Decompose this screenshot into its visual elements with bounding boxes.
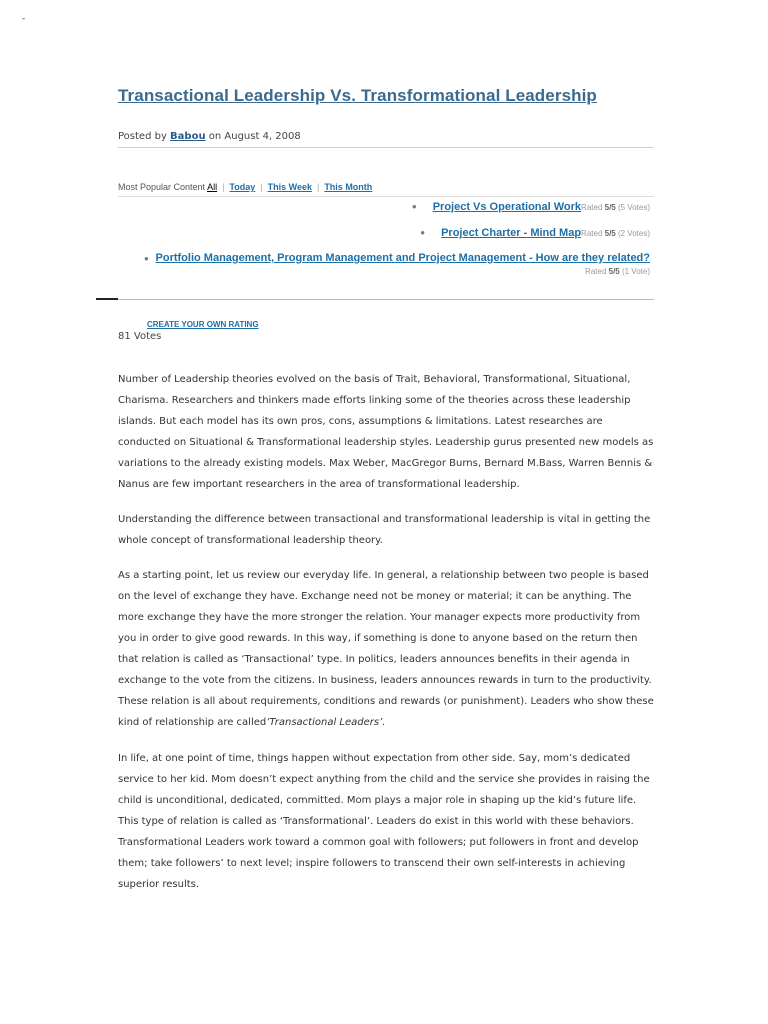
filter-today[interactable]: Today	[229, 182, 256, 192]
most-popular-bar	[118, 182, 654, 197]
popular-item-rating: Rated 5/5 (1 Vote)	[585, 267, 650, 276]
paragraph-text: As a starting point, let us review our everyday life. In general, a relationship between two people is based on the level of exchange they have. Exchange need not be money or material; it can be anything. The more exchange they have the more stronger the relation. Your manager expects more productivity from you in order to give good rewards. In this way, if something is done to anyone based on the return then that relation is called as ‘Transactional’ type. In politics, leaders announces benefits in their agenda in exchange to the vote from the citizens. In business, leaders announces rewards in turn to the productivity. These relation is all about requirements, conditions and rewards (or punishment). Leaders who show these kind of relationship are called	[118, 570, 654, 728]
popular-item-link[interactable]: Portfolio Management, Program Management and Project Management - How are they related?	[155, 252, 650, 264]
section-divider-accent	[96, 298, 118, 300]
popular-item-rating: Rated 5/5 (2 Votes)	[581, 229, 650, 238]
article-title[interactable]: Transactional Leadership Vs. Transformational Leadership	[118, 86, 597, 105]
filter-this-week[interactable]: This Week	[267, 182, 312, 192]
popular-item	[144, 252, 650, 278]
article-paragraph: In life, at one point of time, things happen without expectation from other side. Say, mom’s dedicated service to her kid. Mom doesn’t expect anything from the child and the service she provides in raising the child is unconditional, dedicated, committed. Mom plays a major role in shaping up the kid’s future life. This type of relation is called as ‘Transformational’. Leaders do exist in this world with these behaviors. Transformational Leaders work toward a common goal with followers; put followers in front and develop them; take followers’ to next level; inspire followers to transcend their own self-interests in achieving superior results.	[118, 753, 650, 890]
article-paragraph: Number of Leadership theories evolved on the basis of Trait, Behavioral, Transformational, Situational, Charisma. Researchers and thinkers made efforts linking some of the theories across these leadership islands. But each model has its own pros, cons, assumptions & limitations. Latest researches are conducted on Situational & Transformational leadership styles. Leadership gurus presented new models as variations to the already existing models. Max Weber, MacGregor Burns, Bernard M.Bass, Warren Bennis & Nanus are few important researchers in the area of transformational leadership.	[118, 374, 654, 490]
filter-this-month[interactable]: This Month	[324, 182, 373, 192]
popular-item-link[interactable]: Project Vs Operational Work	[432, 201, 582, 213]
article-paragraph: Understanding the difference between transactional and transformational leadership is vital in getting the whole concept of transformational leadership theory.	[118, 514, 651, 546]
byline-prefix: Posted by	[118, 131, 171, 142]
vote-count: 81 Votes	[118, 331, 162, 342]
article-paragraph	[118, 565, 654, 733]
bullet-icon: ●	[144, 254, 149, 263]
bullet-icon: ●	[420, 228, 426, 237]
filter-separator: |	[260, 182, 263, 192]
byline-date: on August 4, 2008	[205, 131, 301, 142]
popular-item-rating: Rated 5/5 (5 Votes)	[581, 203, 650, 212]
create-rating-link[interactable]: CREATE YOUR OWN RATING	[147, 320, 259, 329]
filter-separator: |	[222, 182, 225, 192]
section-divider	[118, 299, 654, 300]
filter-all[interactable]: All	[207, 182, 218, 192]
popular-item	[420, 226, 650, 240]
filter-separator: |	[316, 182, 320, 192]
popular-item-link[interactable]: Project Charter - Mind Map	[441, 227, 582, 239]
byline	[118, 131, 654, 148]
emphasis-text: ‘Transactional Leaders’.	[266, 717, 386, 728]
author-link[interactable]: Babou	[170, 131, 206, 142]
most-popular-label: Most Popular Content	[118, 182, 206, 192]
popular-item	[412, 200, 650, 214]
corner-mark: -	[22, 14, 26, 24]
bullet-icon: ●	[411, 202, 417, 211]
